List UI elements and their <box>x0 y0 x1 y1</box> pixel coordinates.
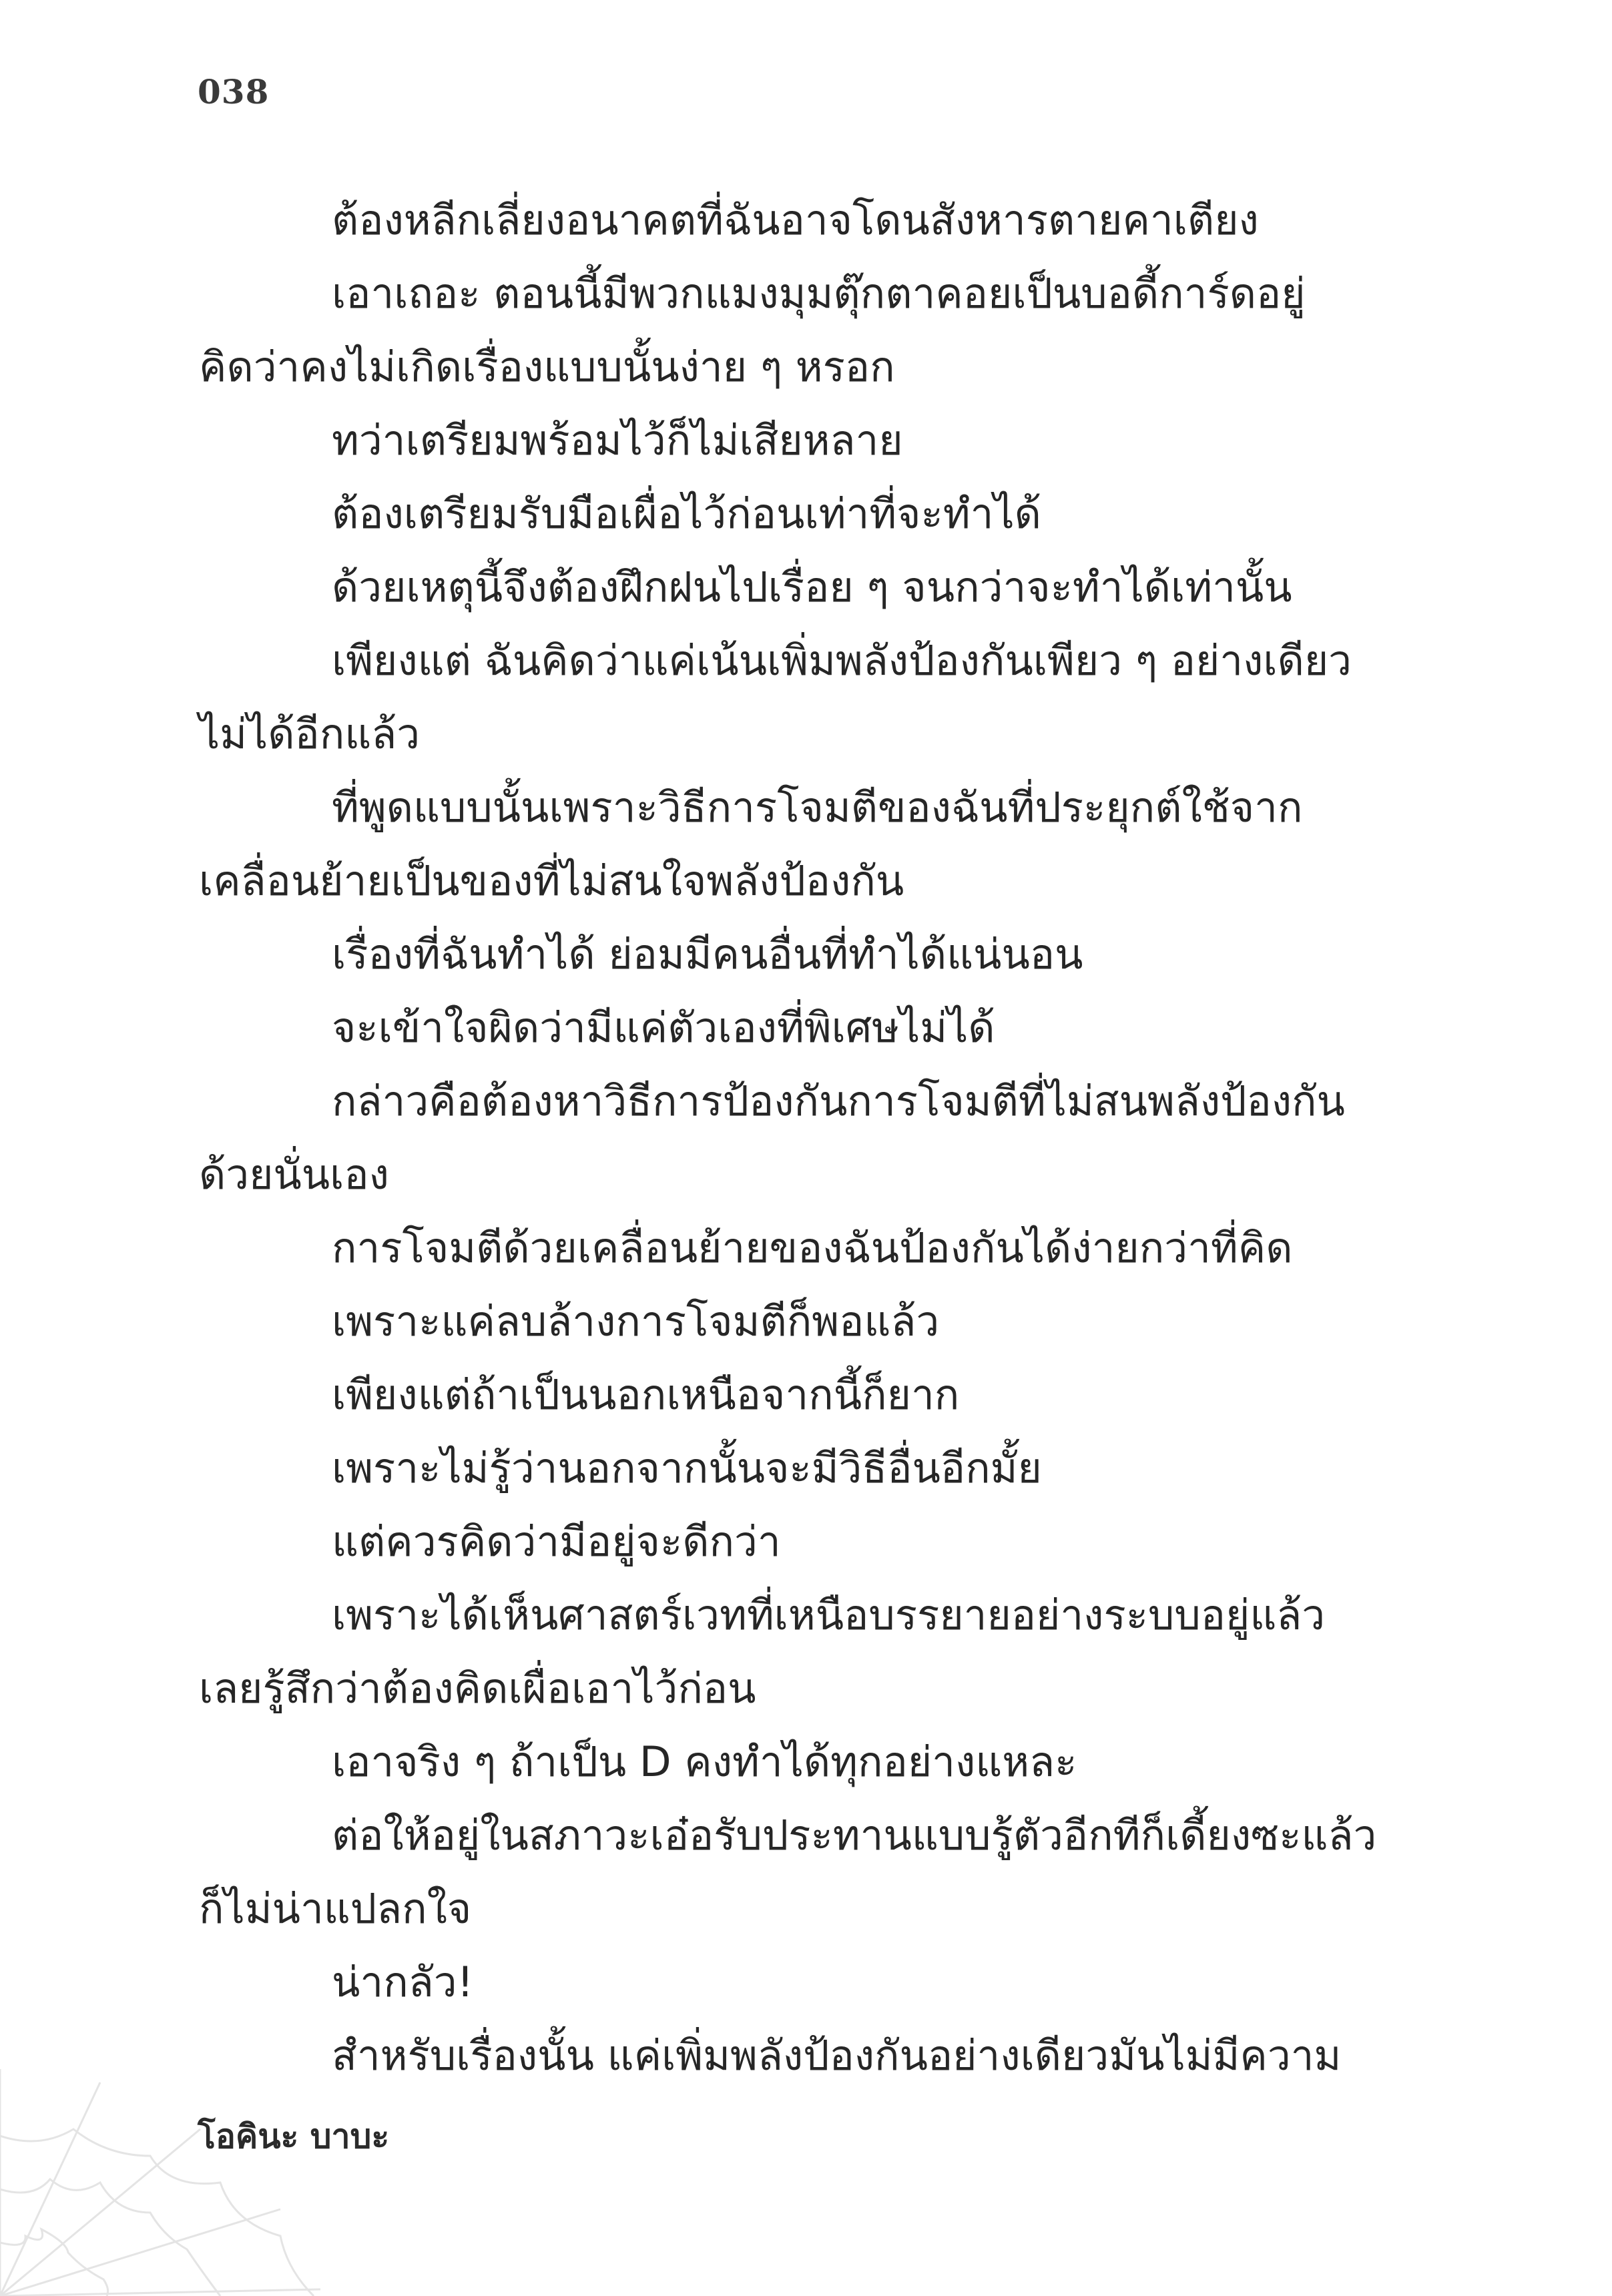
text-line: เคลื่อนย้ายเป็นของที่ไม่สนใจพลังป้องกัน <box>199 856 904 905</box>
spider-web-decoration <box>0 2069 320 2296</box>
footer-title: โอคินะ บาบะ <box>198 2117 390 2156</box>
text-line: ทว่าเตรียมพร้อมไว้ก็ไม่เสียหลาย <box>332 416 903 465</box>
text-line: ก็ไม่น่าแปลกใจ <box>199 1884 472 1933</box>
text-line: คิดว่าคงไม่เกิดเรื่องแบบนั้นง่าย ๆ หรอก <box>199 342 895 391</box>
text-line: เลยรู้สึกว่าต้องคิดเผื่อเอาไว้ก่อน <box>199 1664 756 1713</box>
text-line: ด้วยนั่นเอง <box>199 1150 389 1199</box>
text-line: สำหรับเรื่องนั้น แค่เพิ่มพลังป้องกันอย่างเดียวมันไม่มีความ <box>332 2031 1342 2080</box>
page-number: 038 <box>198 72 270 111</box>
text-line: เอาเถอะ ตอนนี้มีพวกแมงมุมตุ๊กตาคอยเป็นบอดี้การ์ดอยู่ <box>332 269 1306 318</box>
text-line: เพียงแต่ ฉันคิดว่าแค่เน้นเพิ่มพลังป้องกันเพียว ๆ อย่างเดียว <box>332 636 1352 685</box>
text-line: การโจมตีด้วยเคลื่อนย้ายของฉันป้องกันได้ง่ายกว่าที่คิด <box>332 1223 1293 1272</box>
text-line: เพราะไม่รู้ว่านอกจากนั้นจะมีวิธีอื่นอีกมั้ย <box>332 1444 1042 1492</box>
text-line: แต่ควรคิดว่ามีอยู่จะดีกว่า <box>332 1517 781 1566</box>
text-line: ด้วยเหตุนี้จึงต้องฝึกฝนไปเรื่อย ๆ จนกว่าจะทำได้เท่านั้น <box>332 563 1292 611</box>
text-line: ต่อให้อยู่ในสภาวะเอ๋อรับประทานแบบรู้ตัวอีกทีก็เดี้ยงซะแล้ว <box>332 1811 1377 1859</box>
text-line: จะเข้าใจผิดว่ามีแค่ตัวเองที่พิเศษไม่ได้ <box>332 1003 995 1052</box>
text-line: เพราะได้เห็นศาสตร์เวทที่เหนือบรรยายอย่างระบบอยู่แล้ว <box>332 1591 1326 1639</box>
text-line: เพียงแต่ถ้าเป็นนอกเหนือจากนี้ก็ยาก <box>332 1370 960 1419</box>
text-line: เพราะแค่ลบล้างการโจมตีก็พอแล้ว <box>332 1297 940 1346</box>
text-line: ไม่ได้อีกแล้ว <box>199 709 421 758</box>
text-line: กล่าวคือต้องหาวิธีการป้องกันการโจมตีที่ไม่สนพลังป้องกัน <box>332 1077 1345 1125</box>
text-line: เรื่องที่ฉันทำได้ ย่อมมีคนอื่นที่ทำได้แน่นอน <box>332 930 1083 978</box>
text-line: ต้องเตรียมรับมือเผื่อไว้ก่อนเท่าที่จะทำได้ <box>332 489 1041 538</box>
text-line: เอาจริง ๆ ถ้าเป็น D คงทำได้ทุกอย่างแหละ <box>332 1737 1077 1786</box>
text-line: ต้องหลีกเลี่ยงอนาคตที่ฉันอาจโดนสังหารตายคาเตียง <box>332 196 1259 244</box>
text-line: ที่พูดแบบนั้นเพราะวิธีการโจมตีของฉันที่ประยุกต์ใช้จาก <box>332 783 1303 832</box>
text-line: น่ากลัว! <box>332 1958 474 2006</box>
